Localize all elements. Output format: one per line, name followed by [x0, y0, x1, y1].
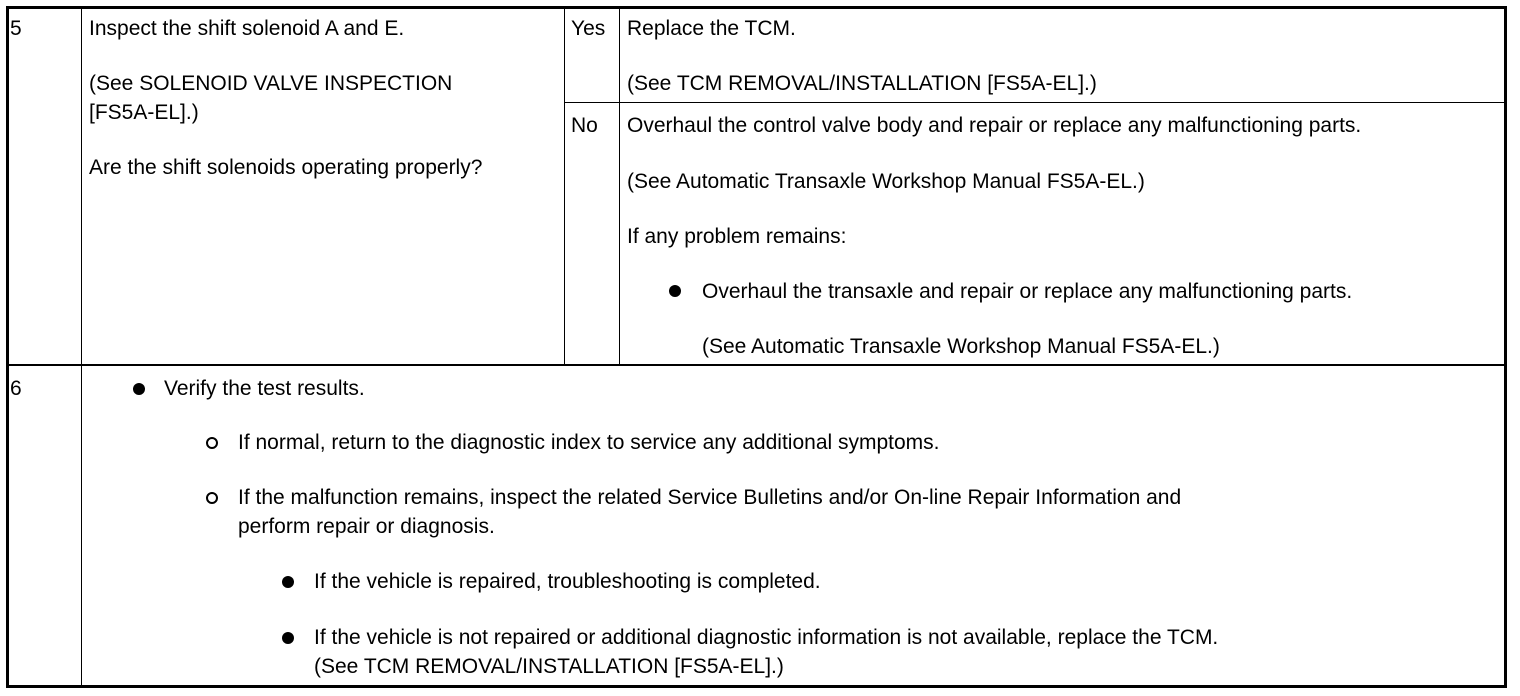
- row-divider: [6, 364, 1507, 366]
- step-column-divider: [81, 6, 82, 688]
- row6-sub-item: If normal, return to the diagnostic index to service any additional symptoms.: [238, 431, 940, 454]
- circle-bullet-icon: [206, 492, 218, 504]
- bullet-icon: [133, 383, 145, 395]
- sub-item-line: If the malfunction remains, inspect the related Service Bulletins and/or On-line Repair Information and: [238, 486, 1182, 509]
- table-border-bottom: [6, 685, 1507, 688]
- table-border-top: [6, 6, 1507, 9]
- yes-label: Yes: [571, 17, 606, 40]
- row5-step-number: 5: [10, 17, 22, 40]
- subsub-item-reference-link[interactable]: (See TCM REMOVAL/INSTALLATION [FS5A-EL].): [314, 655, 784, 678]
- no-note: If any problem remains:: [627, 225, 847, 248]
- row6-main-bullet: Verify the test results.: [164, 377, 365, 400]
- no-reference-link[interactable]: (See Automatic Transaxle Workshop Manual FS5A-EL.): [627, 170, 1145, 193]
- question-line: Are the shift solenoids operating properly?: [89, 156, 483, 179]
- circle-bullet-icon: [206, 437, 218, 449]
- table-border-left: [6, 6, 9, 688]
- answer-column-divider: [619, 6, 620, 365]
- yes-no-divider: [564, 102, 1506, 103]
- row6-step-number: 6: [10, 377, 22, 400]
- no-label: No: [571, 114, 598, 137]
- table-border-right: [1504, 6, 1507, 688]
- bullet-icon: [282, 632, 294, 644]
- row6-subsub-item: If the vehicle is repaired, troubleshooting is completed.: [314, 570, 821, 593]
- sub-item-line: perform repair or diagnosis.: [238, 515, 495, 538]
- question-column-divider: [564, 6, 565, 365]
- no-bullet-reference-link[interactable]: (See Automatic Transaxle Workshop Manual FS5A-EL.): [702, 335, 1220, 358]
- no-bullet-text: Overhaul the transaxle and repair or replace any malfunctioning parts.: [702, 280, 1353, 303]
- question-line: (See SOLENOID VALVE INSPECTION: [89, 72, 453, 95]
- subsub-item-line: If the vehicle is not repaired or additional diagnostic information is not available, replace the TCM.: [314, 626, 1219, 649]
- bullet-icon: [669, 285, 681, 297]
- yes-action: Replace the TCM.: [627, 17, 796, 40]
- yes-reference-link[interactable]: (See TCM REMOVAL/INSTALLATION [FS5A-EL].): [627, 72, 1097, 95]
- question-line: [FS5A-EL].): [89, 101, 199, 124]
- bullet-icon: [282, 576, 294, 588]
- no-action: Overhaul the control valve body and repair or replace any malfunctioning parts.: [627, 114, 1362, 137]
- question-line: Inspect the shift solenoid A and E.: [89, 17, 405, 40]
